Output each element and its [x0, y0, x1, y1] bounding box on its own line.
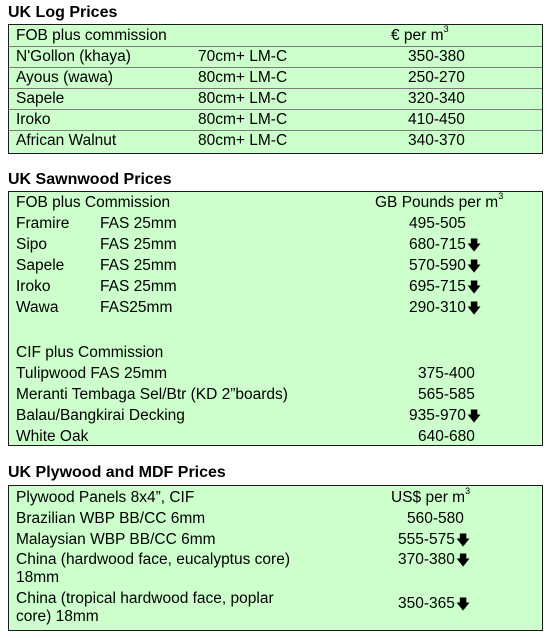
table-row [9, 405, 542, 426]
grade-spec: FAS25mm [100, 299, 173, 316]
price-range: 935-970🡇 [409, 405, 481, 426]
price-range: 350-365🡇 [398, 593, 470, 614]
species-name: Iroko [16, 278, 51, 295]
log-header-row [9, 25, 542, 47]
product-name-line1: China (tropical hardwood face, poplar [16, 590, 274, 607]
product-name-line2: 18mm [16, 569, 60, 586]
species-name: Meranti Tembaga Sel/Btr (KD 2”boards) [16, 386, 288, 403]
price-range: 290-310🡇 [409, 297, 481, 318]
species-name: Tulipwood FAS 25mm [16, 365, 168, 382]
species-name: Framire [16, 215, 70, 232]
species-name: Wawa [16, 299, 59, 316]
ply-header-unit: US$ per $m^3$ [391, 486, 471, 506]
cif-subheader-label: CIF plus Commission [16, 344, 164, 361]
table-row [9, 593, 542, 614]
price-range: 410-450 [408, 111, 465, 128]
ply-header-label: Plywood Panels 8x4”, CIF [16, 489, 195, 506]
table-row [9, 234, 542, 255]
log-spec: 80cm+ LM-C [198, 132, 288, 149]
price-range: 695-715🡇 [409, 276, 481, 297]
price-range: 320-340 [408, 90, 465, 107]
arrow-down-icon: 🡇 [455, 532, 471, 548]
log-spec: 80cm+ LM-C [198, 69, 288, 86]
price-range: 555-575🡇 [398, 529, 470, 550]
table-row [9, 130, 542, 151]
price-range: 565-585 [418, 386, 475, 403]
table-row [9, 46, 542, 68]
species-name: Balau/Bangkirai Decking [16, 407, 185, 424]
arrow-down-icon: 🡇 [455, 596, 471, 612]
arrow-down-icon: 🡇 [466, 300, 482, 316]
plywood-prices-table [8, 485, 543, 631]
sawn-header-unit: GB Pounds per $m^3$ [375, 191, 504, 211]
price-range: 640-680 [418, 428, 475, 445]
species-name: Ayous (wawa) [16, 69, 114, 86]
price-range: 375-400 [418, 365, 475, 382]
log-header-unit: € per $m^3$ [391, 24, 449, 44]
product-name-line2: core) 18mm [16, 608, 99, 625]
price-range: 495-505 [409, 215, 466, 232]
ply-header-row [9, 487, 542, 508]
price-range: 340-370 [408, 132, 465, 149]
grade-spec: FAS 25mm [100, 215, 177, 232]
sawn-section-title: UK Sawnwood Prices [8, 171, 172, 188]
product-name: Malaysian WBP BB/CC 6mm [16, 531, 216, 548]
species-name: Sipo [16, 236, 48, 253]
species-name: White Oak [16, 428, 89, 445]
table-row [9, 109, 542, 131]
table-row [9, 255, 542, 276]
product-name-line1: China (hardwood face, eucalyptus core) [16, 551, 290, 568]
sawn-header-row [9, 192, 542, 213]
table-row [9, 213, 542, 234]
sawnwood-prices-table [8, 191, 543, 446]
price-range: 250-270 [408, 69, 465, 86]
sawn-header-label: FOB plus Commission [16, 194, 171, 211]
table-row [9, 426, 542, 447]
table-row [9, 384, 542, 405]
table-row [9, 276, 542, 297]
species-name: Sapele [16, 90, 65, 107]
table-row [9, 297, 542, 318]
table-row [9, 363, 542, 384]
log-section-title: UK Log Prices [8, 4, 118, 21]
price-range: 570-590🡇 [409, 255, 481, 276]
grade-spec: FAS 25mm [100, 278, 177, 295]
product-name: Brazilian WBP BB/CC 6mm [16, 510, 206, 527]
species-name: Iroko [16, 111, 51, 128]
species-name: African Walnut [16, 132, 117, 149]
arrow-down-icon: 🡇 [455, 552, 471, 568]
log-prices-table [8, 24, 543, 154]
species-name: Sapele [16, 257, 65, 274]
grade-spec: FAS 25mm [100, 257, 177, 274]
table-row [9, 549, 542, 570]
cif-subheader-row [9, 342, 542, 363]
arrow-down-icon: 🡇 [466, 279, 482, 295]
log-header-label: FOB plus commission [16, 27, 167, 44]
table-row [9, 508, 542, 529]
log-spec: 80cm+ LM-C [198, 90, 288, 107]
price-range: 680-715🡇 [409, 234, 481, 255]
log-spec: 80cm+ LM-C [198, 111, 288, 128]
grade-spec: FAS 25mm [100, 236, 177, 253]
table-row [9, 67, 542, 89]
price-range: 350-380 [408, 48, 465, 65]
log-spec: 70cm+ LM-C [198, 48, 288, 65]
arrow-down-icon: 🡇 [466, 408, 482, 424]
species-name: N'Gollon (khaya) [16, 48, 131, 65]
arrow-down-icon: 🡇 [466, 237, 482, 253]
table-row [9, 529, 542, 550]
price-range: 560-580 [407, 510, 464, 527]
ply-section-title: UK Plywood and MDF Prices [8, 464, 226, 481]
table-row [9, 88, 542, 110]
arrow-down-icon: 🡇 [466, 258, 482, 274]
price-range: 370-380🡇 [398, 549, 470, 570]
